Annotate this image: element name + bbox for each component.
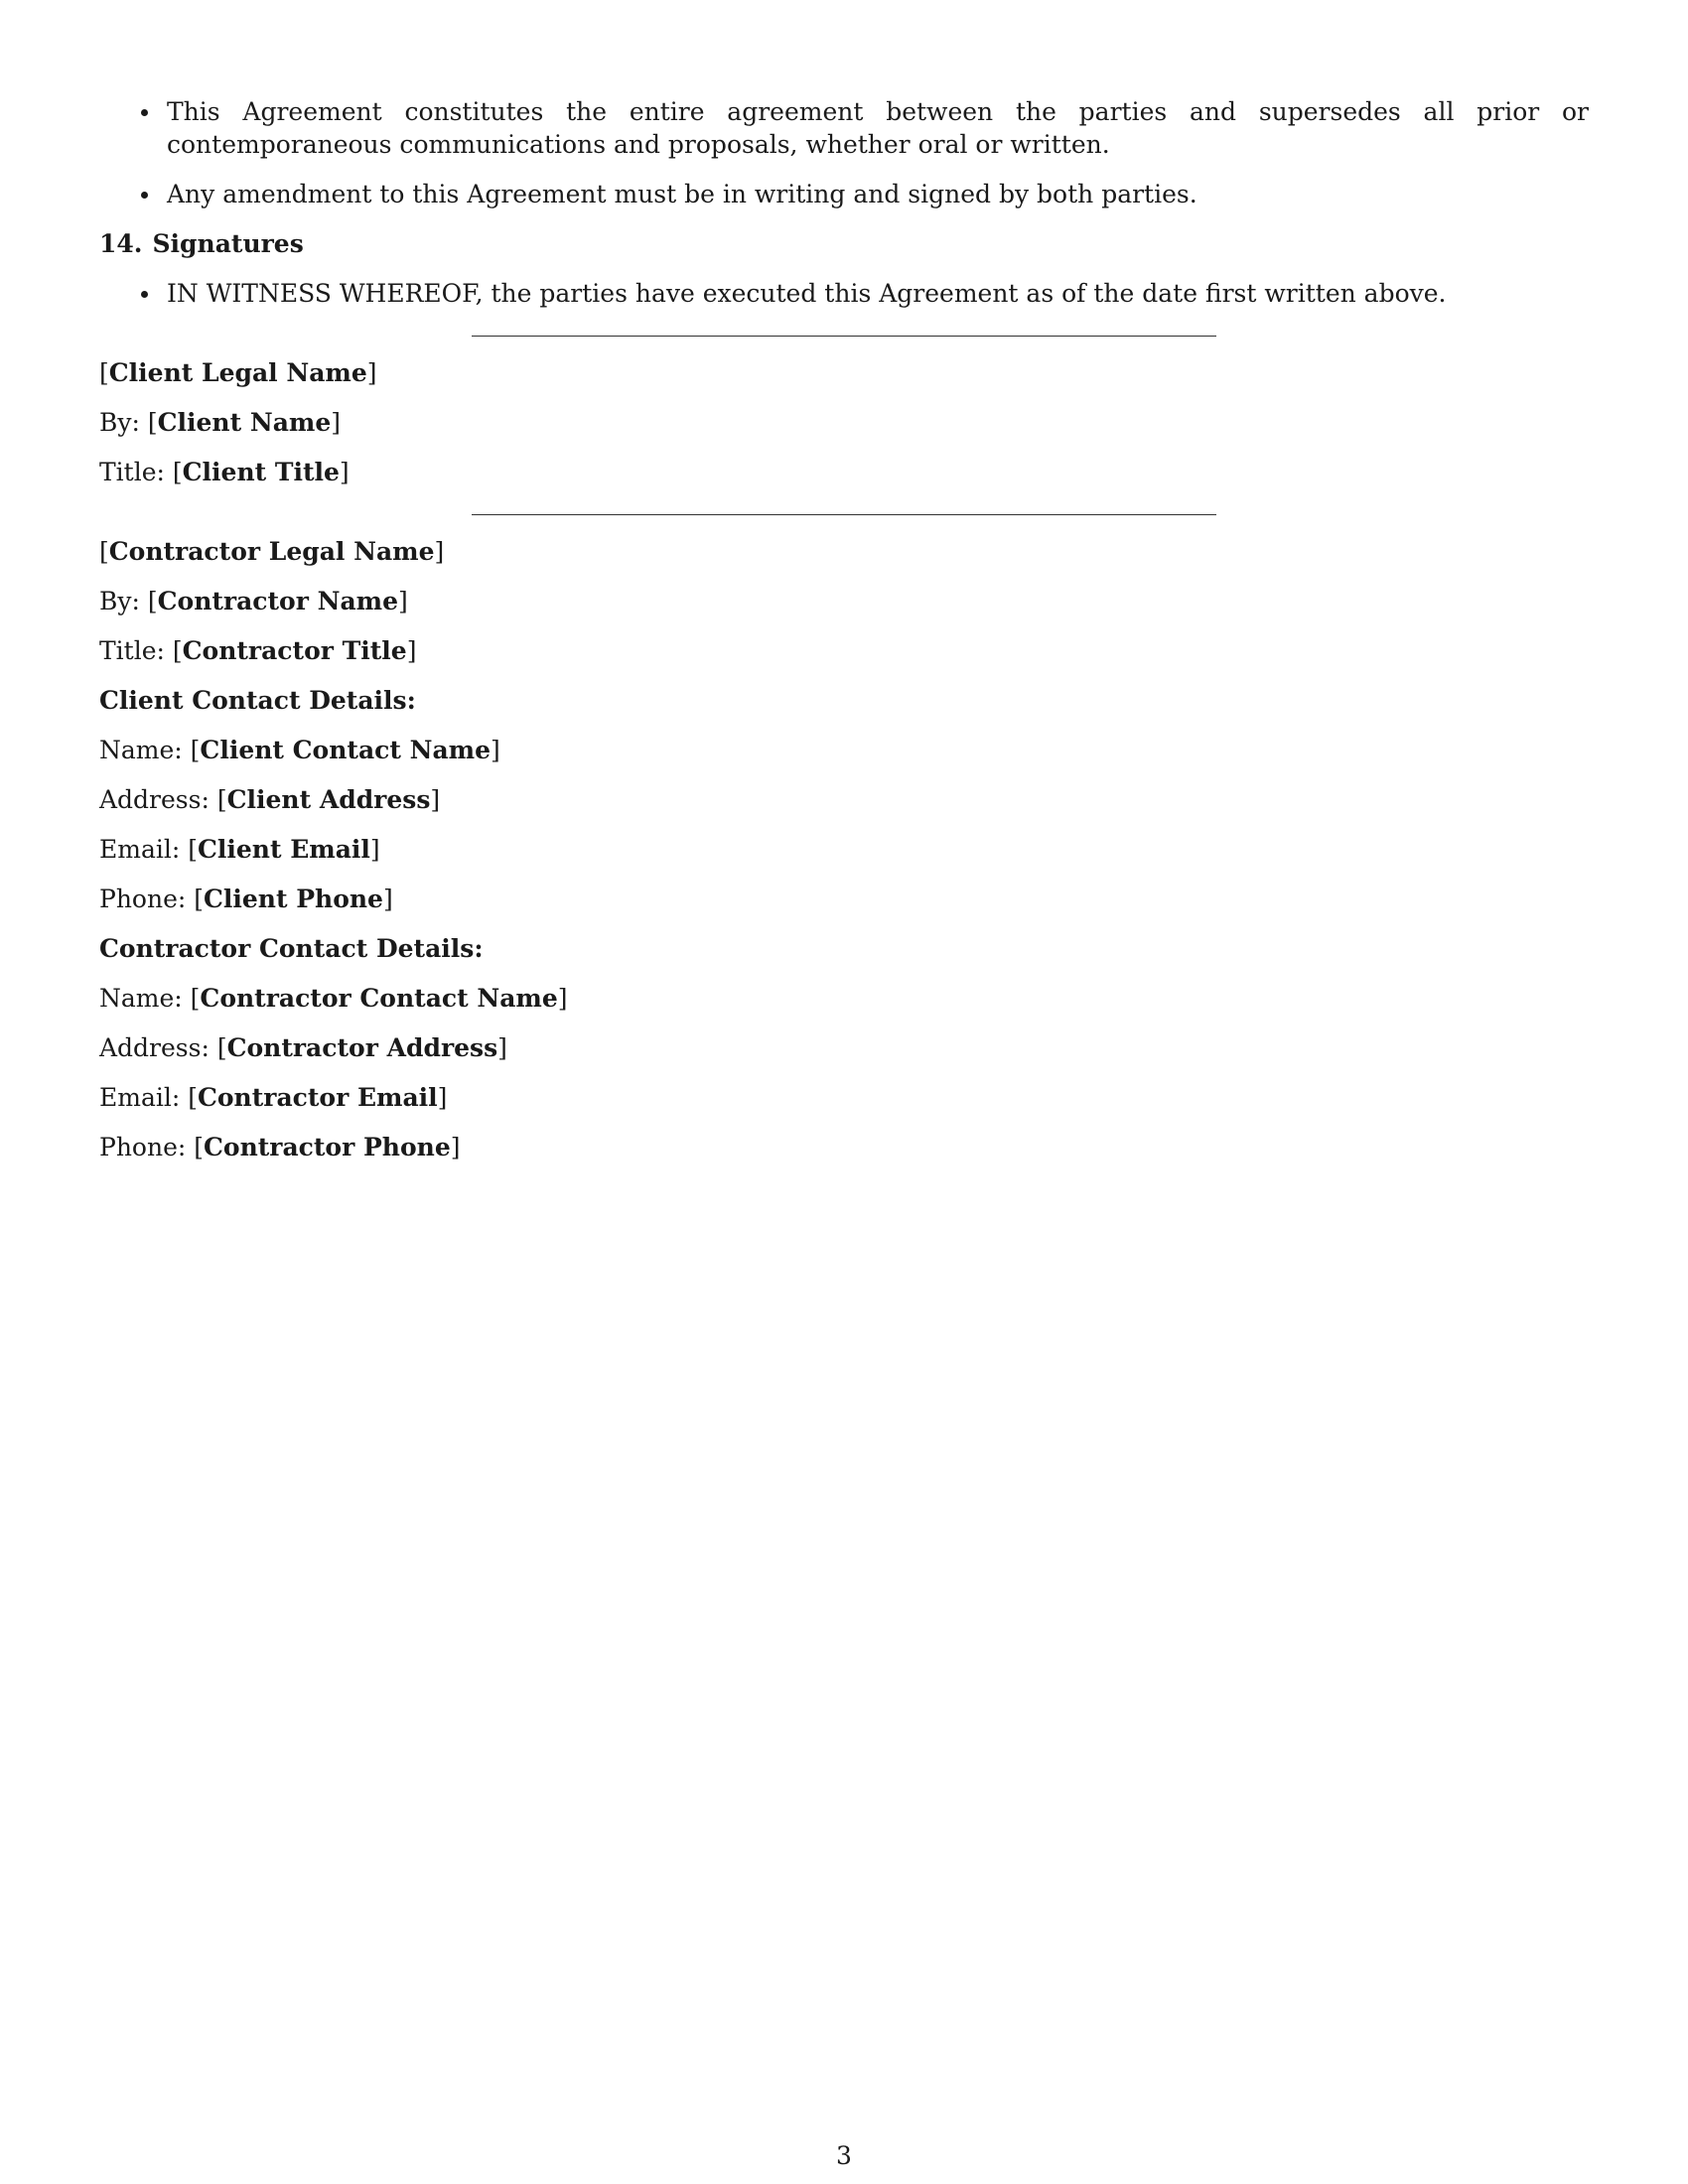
list-item [99, 277, 1589, 310]
contractor-email-row: Email: [Contractor Email] [99, 1083, 448, 1112]
by-label: By: [99, 408, 140, 437]
contractor-contact-heading: Contractor Contact Details: [99, 934, 484, 963]
contractor-contact-name-row: Name: [Contractor Contact Name] [99, 984, 568, 1013]
phone-label: Phone: [99, 1133, 187, 1161]
bullet-icon [141, 109, 148, 116]
page-number: 3 [836, 2141, 852, 2170]
signatures-list [99, 277, 1589, 310]
client-contact-name-value: Client Contact Name [200, 736, 492, 764]
contractor-title-value: Contractor Title [182, 636, 407, 665]
list-item-text: IN WITNESS WHEREOF, the parties have executed this Agreement as of the date first written above. [167, 279, 1447, 308]
list-item-text: This Agreement constitutes the entire agreement between the parties and supersedes all prior or contemporaneous communications and proposals, whether oral or written. [167, 97, 1589, 159]
address-label: Address: [99, 1033, 210, 1062]
contractor-address-value: Contractor Address [226, 1033, 498, 1062]
contractor-phone-value: Contractor Phone [204, 1133, 451, 1161]
contractor-email-value: Contractor Email [197, 1083, 438, 1112]
client-title-value: Client Title [182, 458, 340, 486]
phone-label: Phone: [99, 885, 187, 913]
client-contact-heading: Client Contact Details: [99, 686, 416, 715]
section-heading-signatures [99, 227, 1589, 260]
email-label: Email: [99, 1083, 181, 1112]
contractor-signature-line [472, 514, 1216, 515]
section-title: Signatures [152, 229, 304, 258]
client-legal-name: [Client Legal Name] [99, 358, 377, 387]
client-address-value: Client Address [226, 785, 431, 814]
client-email-row: Email: [Client Email] [99, 835, 380, 864]
bullet-icon [141, 291, 148, 298]
client-phone-row: Phone: [Client Phone] [99, 885, 393, 913]
contractor-legal-name: [Contractor Legal Name] [99, 537, 445, 566]
client-by-value: Client Name [157, 408, 332, 437]
title-label: Title: [99, 458, 165, 486]
contractor-address-row: Address: [Contractor Address] [99, 1033, 507, 1062]
client-signature-line [472, 336, 1216, 337]
email-label: Email: [99, 835, 181, 864]
entire-agreement-list [99, 95, 1589, 210]
bullet-icon [141, 192, 148, 199]
client-email-value: Client Email [197, 835, 370, 864]
client-legal-name-value: Client Legal Name [108, 358, 367, 387]
client-by-row: By: [Client Name] [99, 408, 342, 437]
contractor-legal-name-value: Contractor Legal Name [108, 537, 435, 566]
contractor-title-row: Title: [Contractor Title] [99, 636, 417, 665]
client-contact-name-row: Name: [Client Contact Name] [99, 736, 500, 764]
name-label: Name: [99, 736, 183, 764]
client-address-row: Address: [Client Address] [99, 785, 441, 814]
title-label: Title: [99, 636, 165, 665]
list-item [99, 95, 1589, 161]
list-item [99, 178, 1589, 210]
contractor-phone-row: Phone: [Contractor Phone] [99, 1133, 461, 1161]
contractor-by-row: By: [Contractor Name] [99, 587, 408, 615]
section-number: 14. [99, 229, 143, 258]
contractor-by-value: Contractor Name [157, 587, 399, 615]
client-title-row: Title: [Client Title] [99, 458, 350, 486]
contractor-contact-name-value: Contractor Contact Name [200, 984, 558, 1013]
by-label: By: [99, 587, 140, 615]
document-page [99, 95, 1589, 1180]
name-label: Name: [99, 984, 183, 1013]
client-phone-value: Client Phone [204, 885, 383, 913]
list-item-text: Any amendment to this Agreement must be in writing and signed by both parties. [167, 180, 1197, 208]
address-label: Address: [99, 785, 210, 814]
